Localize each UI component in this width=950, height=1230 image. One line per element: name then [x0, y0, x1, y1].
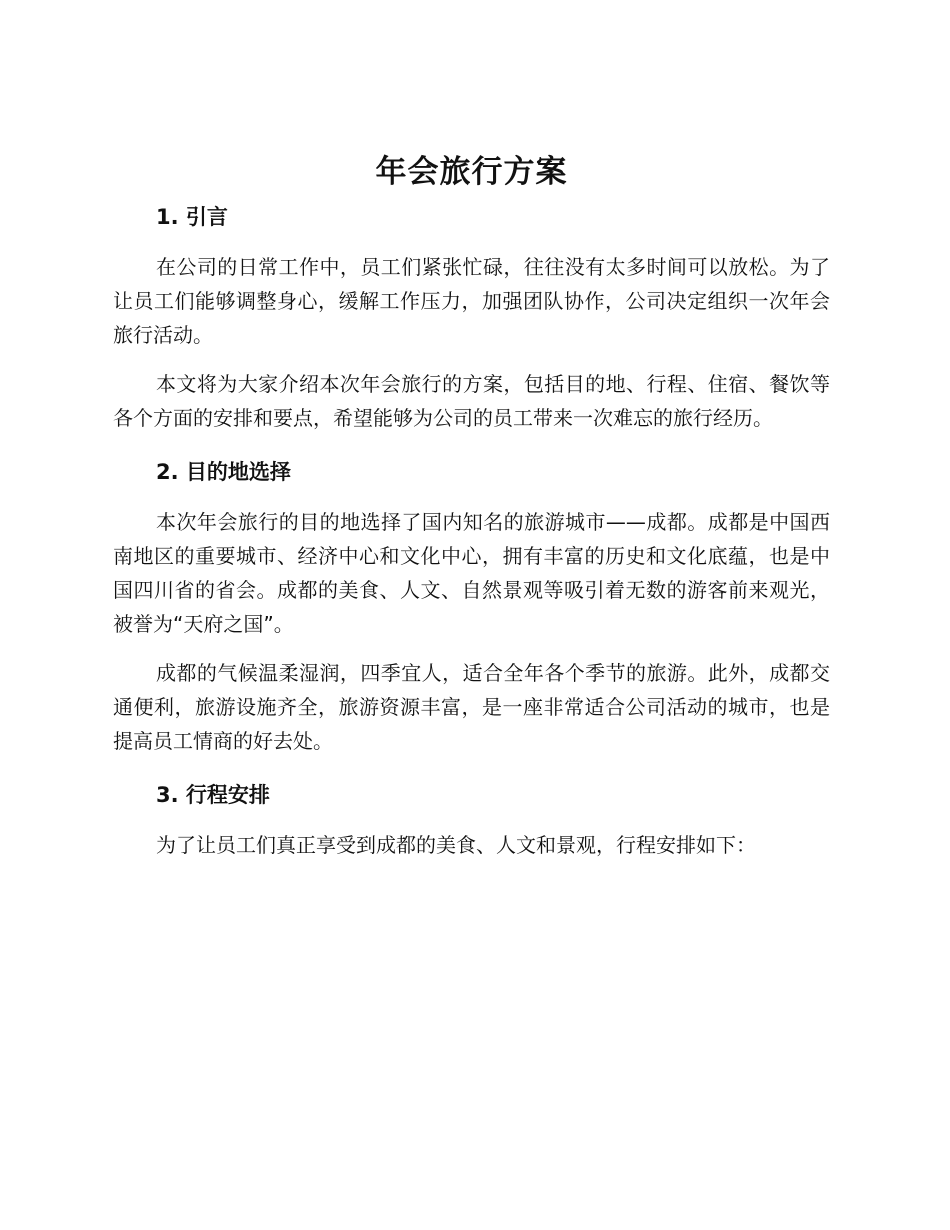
paragraph-introduction-2: 本文将为大家介绍本次年会旅行的方案，包括目的地、行程、住宿、餐饮等各个方面的安排和要点，希望能够为公司的员工带来一次难忘的旅行经历。	[113, 372, 830, 430]
section-heading-destination: 2. 目的地选择	[156, 460, 291, 484]
paragraph-introduction-1: 在公司的日常工作中，员工们紧张忙碌，往往没有太多时间可以放松。为了让员工们能够调整身心，缓解工作压力，加强团队协作，公司决定组织一次年会旅行活动。	[113, 255, 830, 347]
section-heading-itinerary: 3. 行程安排	[156, 783, 270, 807]
paragraph-destination-1: 本次年会旅行的目的地选择了国内知名的旅游城市——成都。成都是中国西南地区的重要城市、经济中心和文化中心，拥有丰富的历史和文化底蕴，也是中国四川省的省会。成都的美食、人文、自然景观等吸引着无数的游客前来观光，被誉为“天府之国”。	[113, 510, 830, 636]
document-title: 年会旅行方案	[375, 154, 568, 190]
section-heading-introduction: 1. 引言	[156, 205, 228, 229]
paragraph-destination-2: 成都的气候温柔湿润，四季宜人，适合全年各个季节的旅游。此外，成都交通便利，旅游设施齐全，旅游资源丰富，是一座非常适合公司活动的城市，也是提高员工情商的好去处。	[113, 661, 830, 753]
paragraph-itinerary-1: 为了让员工们真正享受到成都的美食、人文和景观，行程安排如下：	[156, 833, 756, 857]
